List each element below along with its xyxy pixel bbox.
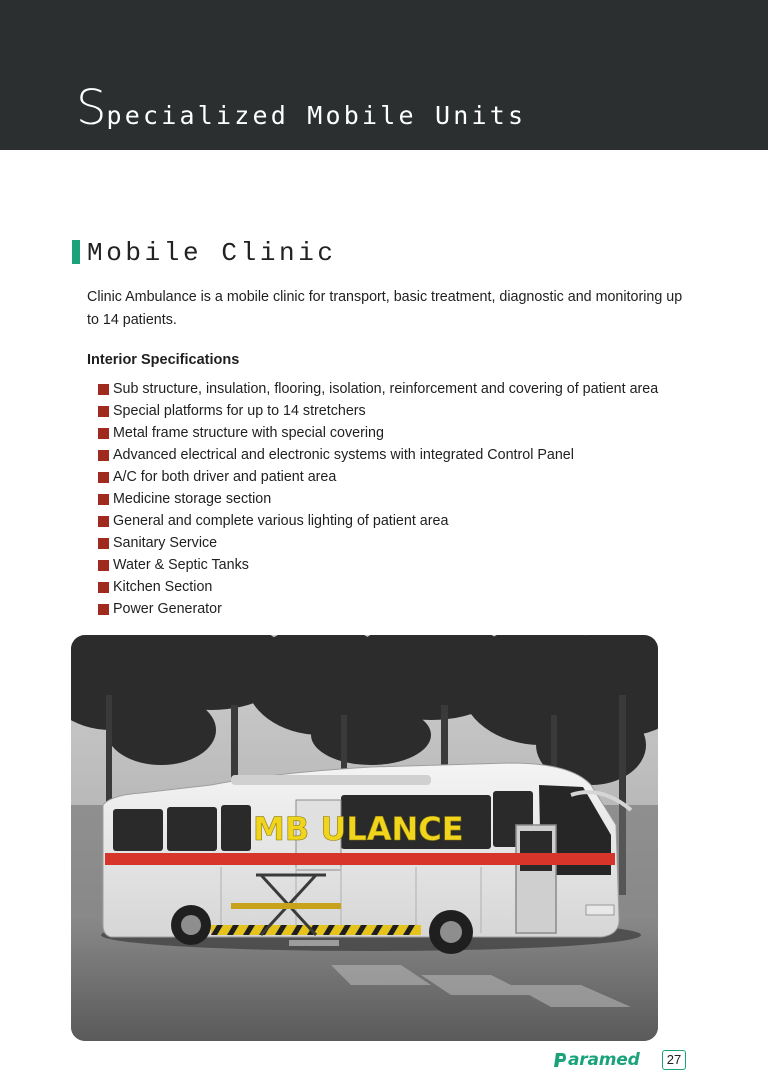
spec-item bbox=[98, 466, 658, 488]
square-bullet-icon bbox=[98, 494, 109, 505]
square-bullet-icon bbox=[98, 450, 109, 461]
bus-lettering: MB ULANCE bbox=[253, 810, 464, 848]
section-title: Mobile Clinic bbox=[87, 238, 337, 268]
spec-item-label: Kitchen Section bbox=[113, 579, 213, 595]
square-bullet-icon bbox=[98, 428, 109, 439]
square-bullet-icon bbox=[98, 516, 109, 527]
section-marker bbox=[72, 240, 80, 264]
spec-item-label: Special platforms for up to 14 stretchers bbox=[113, 403, 366, 419]
intro-paragraph: Clinic Ambulance is a mobile clinic for transport, basic treatment, diagnostic and monitoring up to 14 patients. bbox=[87, 289, 683, 328]
paramed-logo bbox=[553, 1048, 640, 1072]
square-bullet-icon bbox=[98, 604, 109, 615]
paramed-p-icon bbox=[553, 1052, 567, 1068]
spec-item bbox=[98, 576, 658, 598]
square-bullet-icon bbox=[98, 472, 109, 483]
square-bullet-icon bbox=[98, 560, 109, 571]
spec-item bbox=[98, 400, 658, 422]
mobile-clinic-photo bbox=[71, 635, 658, 1041]
spec-item-label: Medicine storage section bbox=[113, 491, 272, 507]
spec-item-label: General and complete various lighting of patient area bbox=[113, 513, 449, 529]
page-title-initial: S bbox=[76, 80, 107, 136]
spec-heading: Interior Specifications bbox=[87, 352, 240, 368]
spec-item-label: Sanitary Service bbox=[113, 535, 218, 551]
spec-item-label: Power Generator bbox=[113, 601, 222, 617]
spec-item bbox=[98, 598, 658, 620]
square-bullet-icon bbox=[98, 406, 109, 417]
page-number: 27 bbox=[662, 1050, 686, 1070]
spec-item bbox=[98, 444, 658, 466]
logo-text: aramed bbox=[568, 1050, 640, 1070]
spec-item bbox=[98, 532, 658, 554]
spec-item-label: Metal frame structure with special covering bbox=[113, 425, 384, 441]
spec-item bbox=[98, 510, 658, 532]
spec-item bbox=[98, 554, 658, 576]
spec-item bbox=[98, 488, 658, 510]
spec-list bbox=[98, 378, 658, 620]
header-band bbox=[0, 0, 768, 150]
spec-item-label: Water & Septic Tanks bbox=[113, 557, 249, 573]
spec-item-label: A/C for both driver and patient area bbox=[113, 469, 337, 485]
spec-item bbox=[98, 378, 658, 400]
square-bullet-icon bbox=[98, 384, 109, 395]
page-title bbox=[76, 80, 527, 136]
square-bullet-icon bbox=[98, 538, 109, 549]
spec-item bbox=[98, 422, 658, 444]
spec-item-label: Sub structure, insulation, flooring, isolation, reinforcement and covering of patient area bbox=[113, 381, 659, 397]
page-title-rest: pecialized Mobile Units bbox=[106, 101, 527, 130]
spec-item-label: Advanced electrical and electronic systems with integrated Control Panel bbox=[113, 447, 574, 463]
square-bullet-icon bbox=[98, 582, 109, 593]
